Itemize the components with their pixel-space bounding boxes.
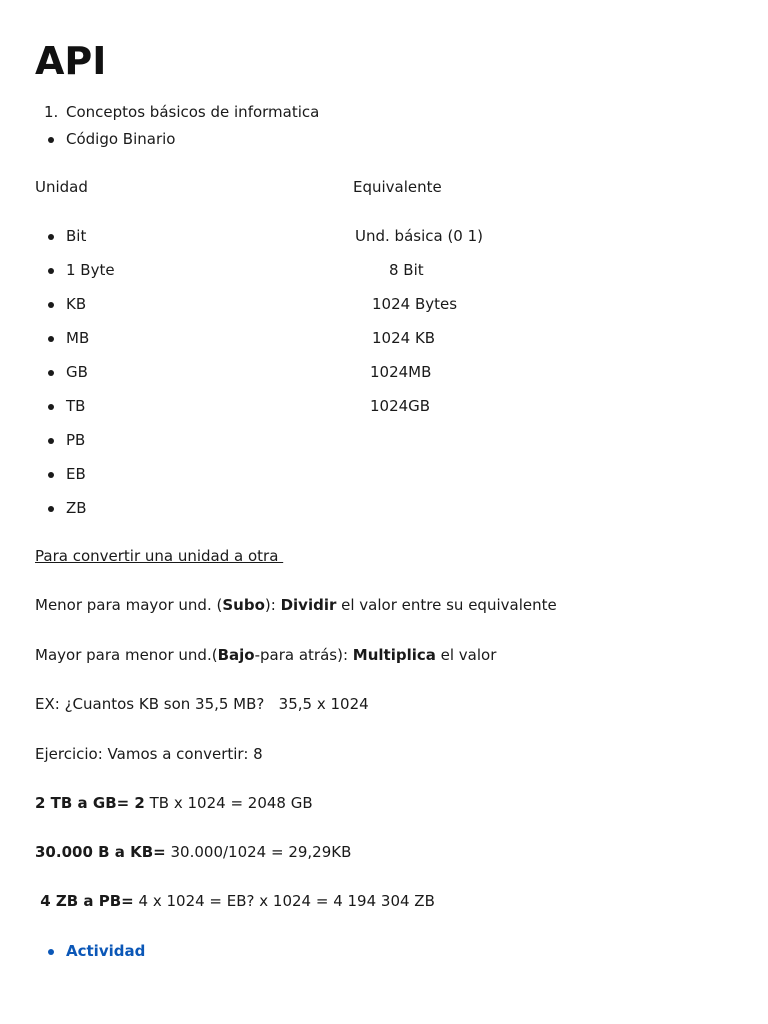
rule-text: el valor — [435, 646, 497, 664]
rule-text: Menor para mayor und. ( — [35, 596, 223, 614]
unit-name: ZB — [66, 499, 87, 517]
unit-name: KB — [66, 295, 87, 313]
bullet-item-text: Código Binario — [66, 130, 176, 148]
unit-name: Bit — [66, 227, 87, 245]
bullet-marker — [48, 506, 54, 512]
unit-equivalent: 8 Bit — [389, 261, 424, 279]
unit-equivalent: 1024 KB — [372, 329, 436, 347]
unit-name: TB — [66, 397, 86, 415]
list-number-marker: 1. — [44, 103, 59, 121]
unit-name: GB — [66, 363, 88, 381]
example-line: EX: ¿Cuantos KB son 35,5 MB? 35,5 x 1024 — [35, 695, 369, 713]
bullet-marker — [48, 234, 54, 240]
rule-keyword-subo: Subo — [222, 596, 265, 614]
rule-text: el valor entre su equivalente — [336, 596, 557, 614]
exercise-label: 2 TB a GB= 2 — [35, 794, 145, 812]
rule-keyword-bajo: Bajo — [217, 646, 255, 664]
exercise-result: TB x 1024 = 2048 GB — [144, 794, 313, 812]
bullet-marker — [48, 137, 54, 143]
unit-equivalent: 1024MB — [370, 363, 432, 381]
bullet-marker — [48, 949, 54, 955]
rule-keyword-multiplica: Multiplica — [352, 646, 436, 664]
rule-text: Mayor para menor und.( — [35, 646, 218, 664]
bullet-marker — [48, 404, 54, 410]
exercise-result: 4 x 1024 = EB? x 1024 = 4 194 304 ZB — [133, 892, 435, 910]
unit-name: EB — [66, 465, 86, 483]
unit-name: 1 Byte — [66, 261, 115, 279]
bullet-marker — [48, 268, 54, 274]
exercise-label: 30.000 B a KB= — [35, 843, 166, 861]
exercise-label: 4 ZB a PB= — [35, 892, 134, 910]
rule-smaller-to-larger — [35, 595, 557, 615]
bullet-marker — [48, 438, 54, 444]
page-title: API — [35, 39, 107, 83]
unit-equivalent: 1024 Bytes — [372, 295, 458, 313]
exercise-result: 30.000/1024 = 29,29KB — [165, 843, 352, 861]
unit-equivalent: Und. básica (0 1) — [355, 227, 484, 245]
unit-column-header: Unidad — [35, 178, 88, 196]
unit-name: MB — [66, 329, 90, 347]
unit-name: PB — [66, 431, 86, 449]
rule-text: -para atrás): — [254, 646, 353, 664]
unit-equivalent: 1024GB — [370, 397, 431, 415]
numbered-item-text: Conceptos básicos de informatica — [66, 103, 320, 121]
conversion-heading: Para convertir una unidad a otra — [35, 547, 284, 565]
bullet-marker — [48, 370, 54, 376]
rule-text: ): — [264, 596, 281, 614]
bullet-marker — [48, 302, 54, 308]
exercise-line — [35, 891, 435, 911]
exercise-line — [35, 793, 313, 813]
equivalent-column-header: Equivalente — [353, 178, 442, 196]
rule-keyword-dividir: Dividir — [280, 596, 337, 614]
exercise-intro: Ejercicio: Vamos a convertir: 8 — [35, 745, 263, 763]
bullet-marker — [48, 336, 54, 342]
rule-larger-to-smaller — [35, 645, 496, 665]
bullet-marker — [48, 472, 54, 478]
exercise-line — [35, 842, 351, 862]
activity-link[interactable]: Actividad — [66, 942, 146, 960]
